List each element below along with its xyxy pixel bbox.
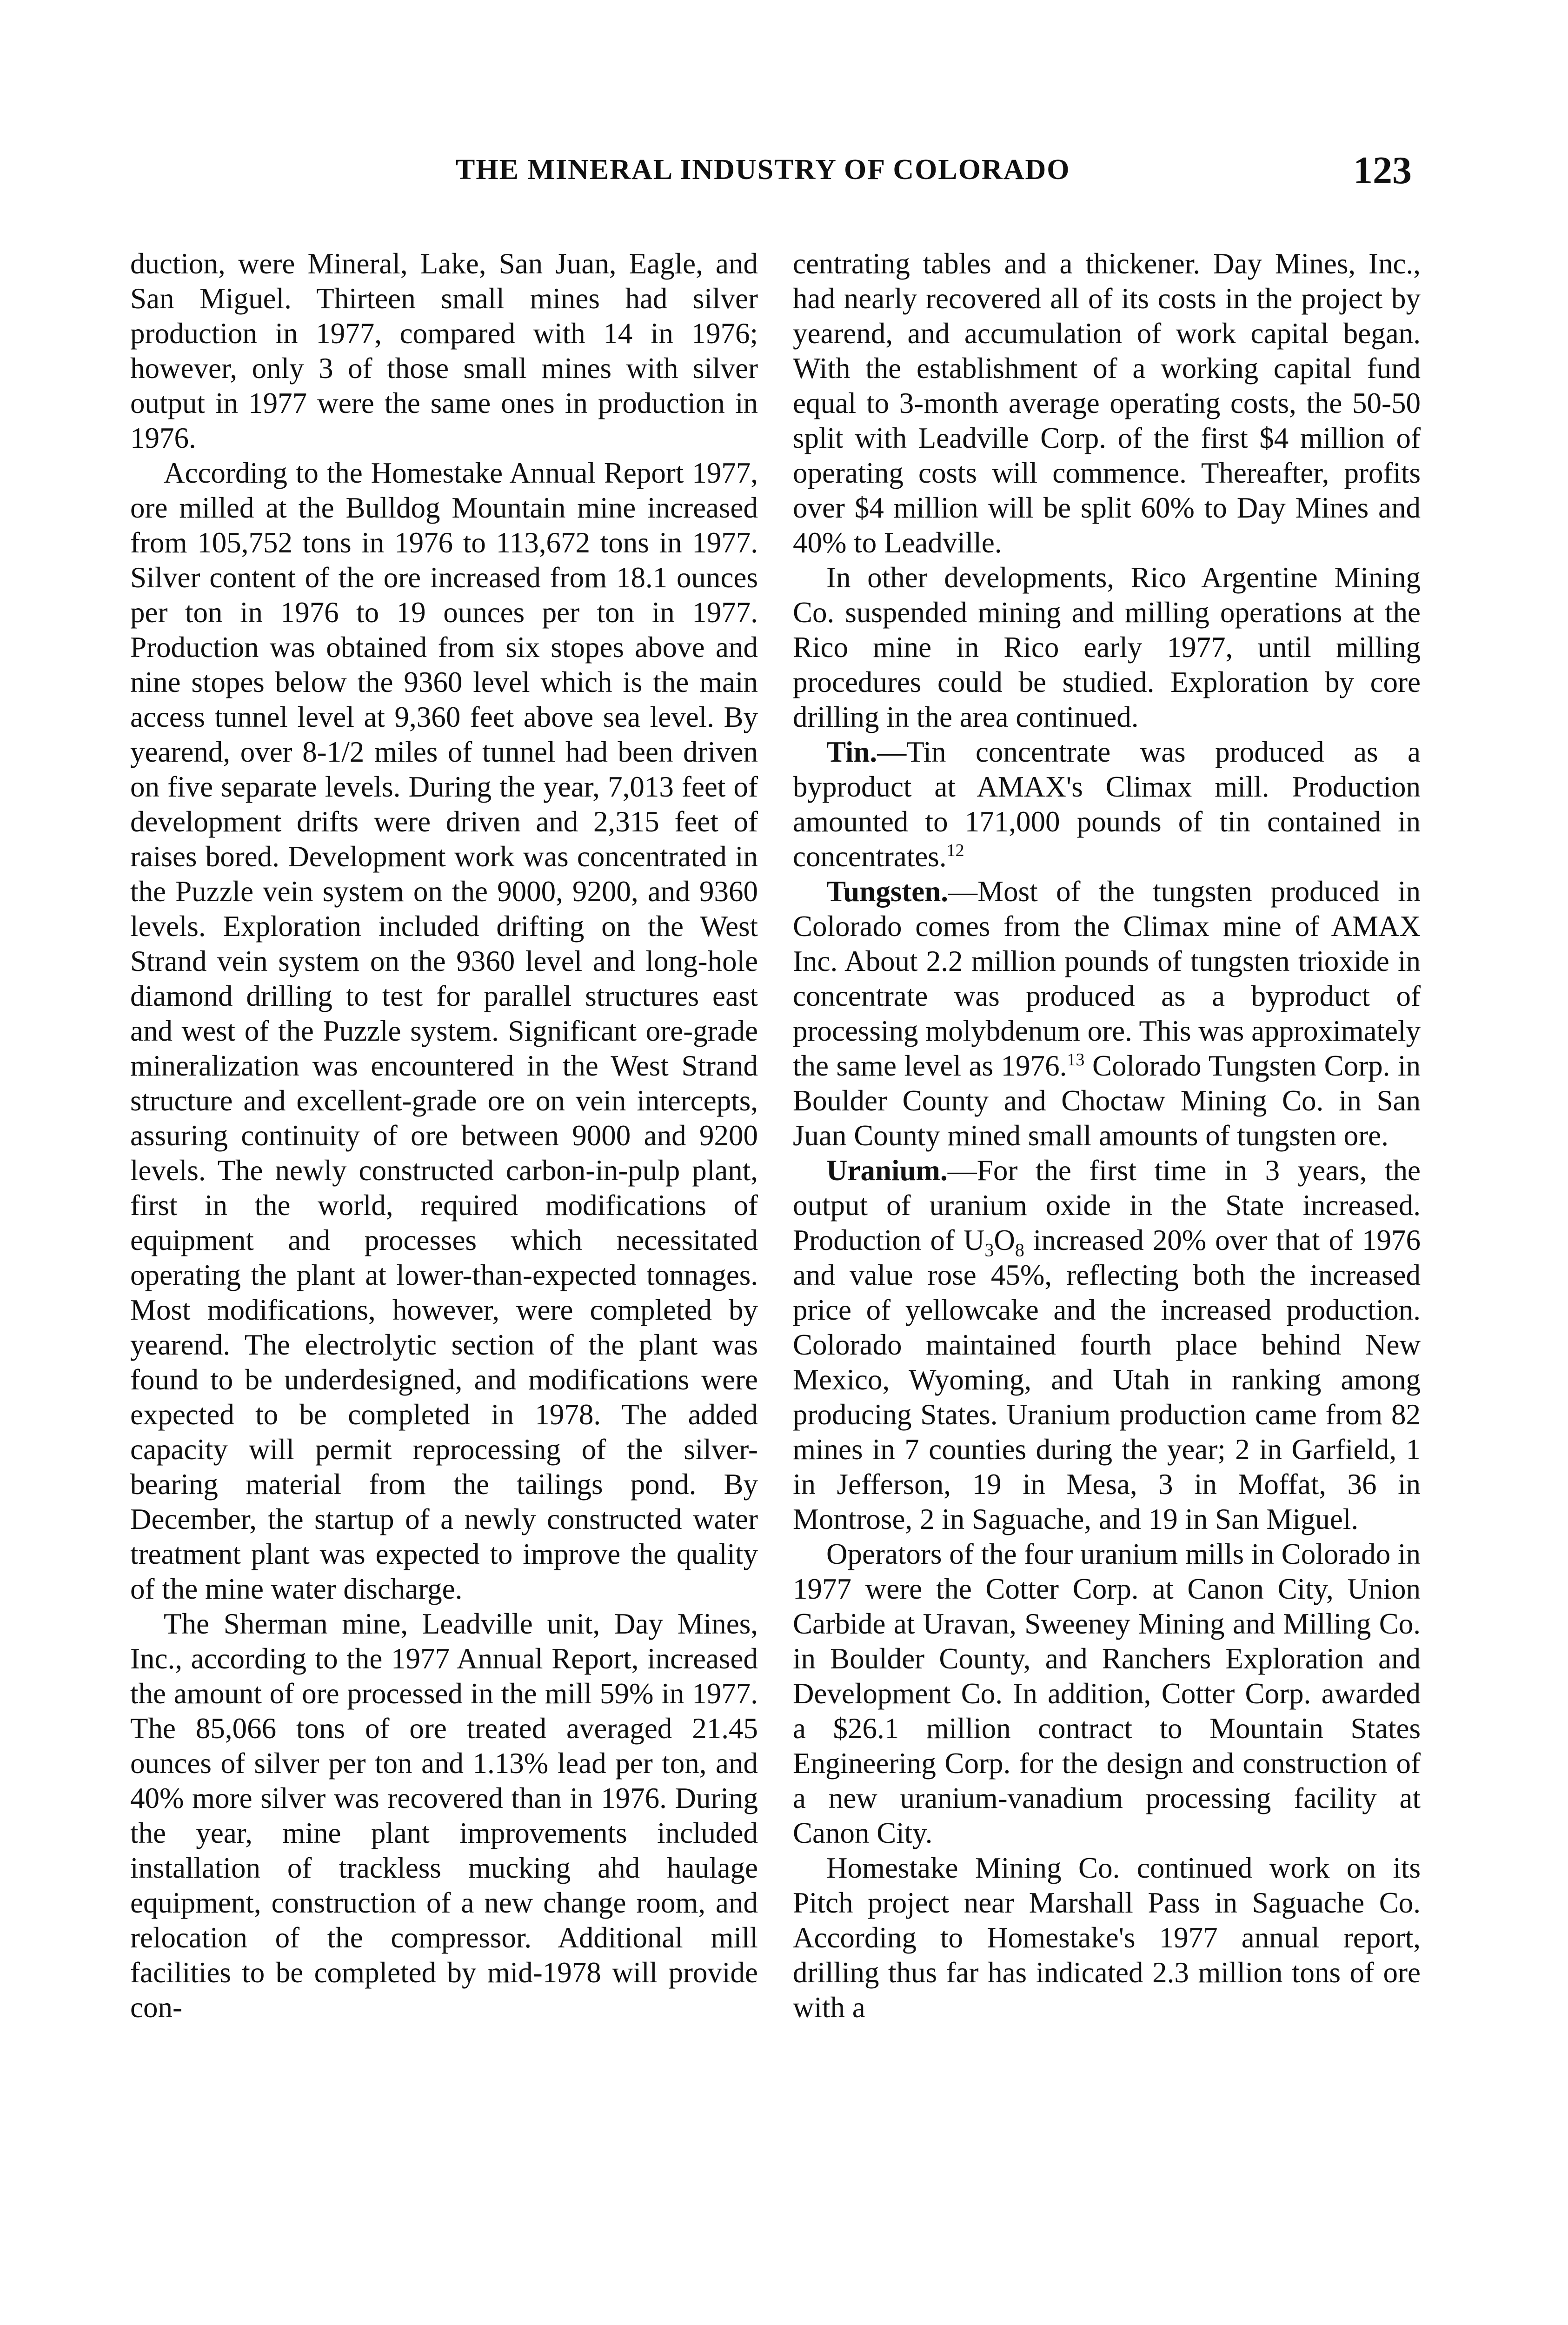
tin-heading: Tin. — [826, 736, 877, 768]
right-column — [793, 246, 1421, 2025]
paragraph-uranium-mills: Operators of the four uranium mills in Colorado in 1977 were the Cotter Corp. at Canon City, Union Carbide at Uravan, Sweeney Mining and Milling Co. in Boulder County, and Ranchers Exploration and Development Co. In addition, Cotter Corp. awarded a $26.1 million contract to Mountain States Engineering Corp. for the design and construction of a new uranium-vanadium processing facility at Canon City. — [793, 1538, 1421, 1849]
paragraph-tungsten — [793, 874, 1421, 1153]
uranium-subscript-3: 3 — [984, 1239, 994, 1261]
paragraph-rico-argentine: In other developments, Rico Argentine Mining Co. suspended mining and milling operations at the Rico mine in Rico early 1977, until milling procedures could be studied. Exploration by core drilling in the area continued. — [793, 561, 1421, 733]
tungsten-text-a: —Most of the tungsten produced in Colorado comes from the Climax mine of AMAX Inc. About 2.2 million pounds of tungsten trioxide in concentrate was produced as a byproduct of processing molybdenum ore. This was approximately the same level as 1976. — [793, 875, 1421, 1082]
footnote-ref-12: 12 — [946, 841, 964, 860]
paragraph-sherman-mine: The Sherman mine, Leadville unit, Day Mines, Inc., according to the 1977 Annual Report, increased the amount of ore processed in the mill 59% in 1977. The 85,066 tons of ore treated averaged 21.45 ounces of silver per ton and 1.13% lead per ton, and 40% more silver was recovered than in 1976. During the year, mine plant improvements included installation of trackless mucking ahd haulage equipment, construction of a new change room, and relocation of the compressor. Additional mill facilities to be completed by mid-1978 will provide con- — [130, 1608, 758, 2024]
tungsten-heading: Tungsten. — [826, 875, 949, 908]
paragraph-homestake-pitch: Homestake Mining Co. continued work on its Pitch project near Marshall Pass in Saguache Co. According to Homestake's 1977 annual report, drilling thus far has indicated 2.3 million tons of ore with a — [793, 1852, 1421, 2024]
uranium-text-b: O — [994, 1224, 1015, 1256]
uranium-text-c: increased 20% over that of 1976 and value rose 45%, reflecting both the increased price of yellowcake and the increased production. Colorado maintained fourth place behind New Mexico, Wyoming, and Utah in ranking among producing States. Uranium production came from 82 mines in 7 counties during the year; 2 in Garfield, 1 in Jefferson, 19 in Mesa, 3 in Moffat, 36 in Montrose, 2 in Saguache, and 19 in San Miguel. — [793, 1224, 1421, 1535]
footnote-ref-13: 13 — [1067, 1050, 1085, 1070]
uranium-subscript-8: 8 — [1015, 1239, 1024, 1261]
running-title: THE MINERAL INDUSTRY OF COLORADO — [456, 154, 1070, 186]
paragraph-uranium — [793, 1153, 1421, 1537]
uranium-text-a: —For the first time in 3 years, the output of uranium oxide in the State increased. Production of U — [793, 1154, 1421, 1256]
paragraph-silver-mines-cont: duction, were Mineral, Lake, San Juan, Eagle, and San Miguel. Thirteen small mines had silver production in 1977, compared with 14 in 1976; however, only 3 of those small mines with silver output in 1977 were the same ones in production in 1976. — [130, 247, 758, 454]
tin-text: —Tin concentrate was produced as a byproduct at AMAX's Climax mill. Production amounted to 171,000 pounds of tin contained in concentrates. — [793, 736, 1421, 873]
paragraph-tin — [793, 735, 1421, 874]
left-column — [130, 246, 758, 2025]
uranium-heading: Uranium. — [826, 1154, 948, 1187]
page-number: 123 — [1353, 149, 1412, 192]
tungsten-text-b: Colorado Tungsten Corp. in Boulder County and Choctaw Mining Co. in San Juan County mined small amounts of tungsten ore. — [793, 1050, 1421, 1152]
paragraph-bulldog-mine: According to the Homestake Annual Report 1977, ore milled at the Bulldog Mountain mine increased from 105,752 tons in 1976 to 113,672 tons in 1977. Silver content of the ore increased from 18.1 ounces per ton in 1976 to 19 ounces per ton in 1977. Production was obtained from six stopes above and nine stopes below the 9360 level which is the main access tunnel level at 9,360 feet above sea level. By yearend, over 8-1/2 miles of tunnel had been driven on five separate levels. During the year, 7,013 feet of development drifts were driven and 2,315 feet of raises bored. Development work was concentrated in the Puzzle vein system on the 9000, 9200, and 9360 levels. Exploration included drifting on the West Strand vein system on the 9360 level and long-hole diamond drilling to test for parallel structures east and west of the Puzzle system. Significant ore-grade mineralization was encountered in the West Strand structure and excellent-grade ore on vein intercepts, assuring continuity of ore between 9000 and 9200 levels. The newly constructed carbon-in-pulp plant, first in the world, required modifications of equipment and processes which necessitated operating the plant at lower-than-expected tonnages. Most modifications, however, were completed by yearend. The electrolytic section of the plant was found to be underdesigned, and modifications were expected to be completed in 1978. The added capacity will permit reprocessing of the silver-bearing material from the tailings pond. By December, the startup of a newly constructed water treatment plant was expected to improve the quality of the mine water discharge. — [130, 457, 758, 1605]
paragraph-day-mines-cont: centrating tables and a thickener. Day Mines, Inc., had nearly recovered all of its costs in the project by yearend, and accumulation of work capital began. With the establishment of a working capital fund equal to 3-month average operating costs, the 50-50 split with Leadville Corp. of the first $4 million of operating costs will commence. Thereafter, profits over $4 million will be split 60% to Day Mines and 40% to Leadville. — [793, 247, 1421, 559]
